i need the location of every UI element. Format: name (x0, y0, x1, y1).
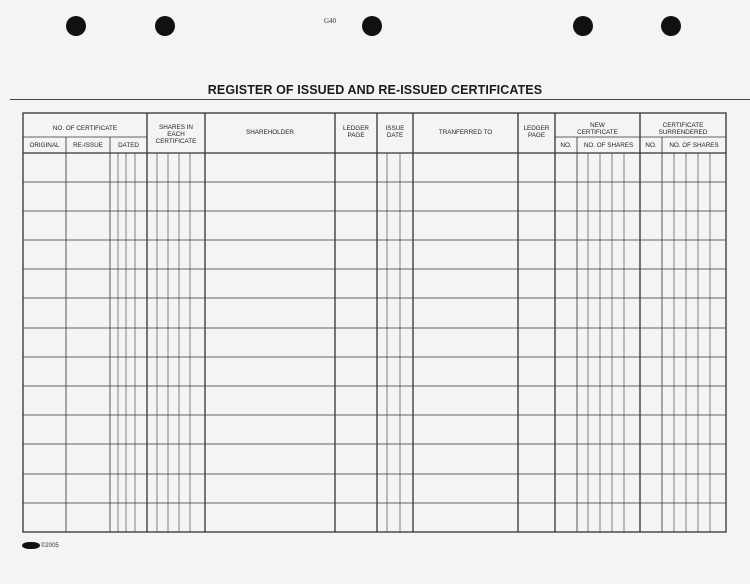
row-lines (23, 182, 726, 503)
publisher-logo (22, 542, 40, 549)
sub-columns (118, 153, 710, 532)
header-surr-no: NO. (645, 142, 657, 149)
copyright-text: ©2005 (41, 543, 59, 549)
header-original: ORIGINAL (29, 142, 60, 149)
page-title: REGISTER OF ISSUED AND RE-ISSUED CERTIFICATES (207, 83, 543, 97)
header-no-of-certificate: NO. OF CERTIFICATE (52, 125, 118, 132)
header-new-no: NO. (560, 142, 572, 149)
table-border (23, 113, 726, 532)
header-new-no-of-shares: NO. OF SHARES (583, 142, 634, 149)
header-issue-date: ISSUE DATE (385, 125, 405, 139)
header-shareholder: SHAREHOLDER (246, 129, 294, 136)
header-ledger-page: LEDGER PAGE (343, 125, 369, 139)
header-new-certificate: NEW CERTIFICATE (577, 122, 618, 136)
header-re-issue: RE-ISSUE (73, 142, 103, 149)
header-surr-no-of-shares: NO. OF SHARES (669, 142, 719, 149)
header-shares-in-each-certificate: SHARES IN EACH CERTIFICATE (155, 124, 197, 145)
header-transferred-to: TRANFERRED TO (438, 129, 493, 136)
header-ledger-page-2: LEDGER PAGE (523, 125, 550, 139)
header-dated: DATED (118, 142, 139, 149)
header-certificate-surrendered: CERTIFICATE SURRENDERED (658, 122, 708, 136)
form-code: G40 (324, 17, 337, 25)
